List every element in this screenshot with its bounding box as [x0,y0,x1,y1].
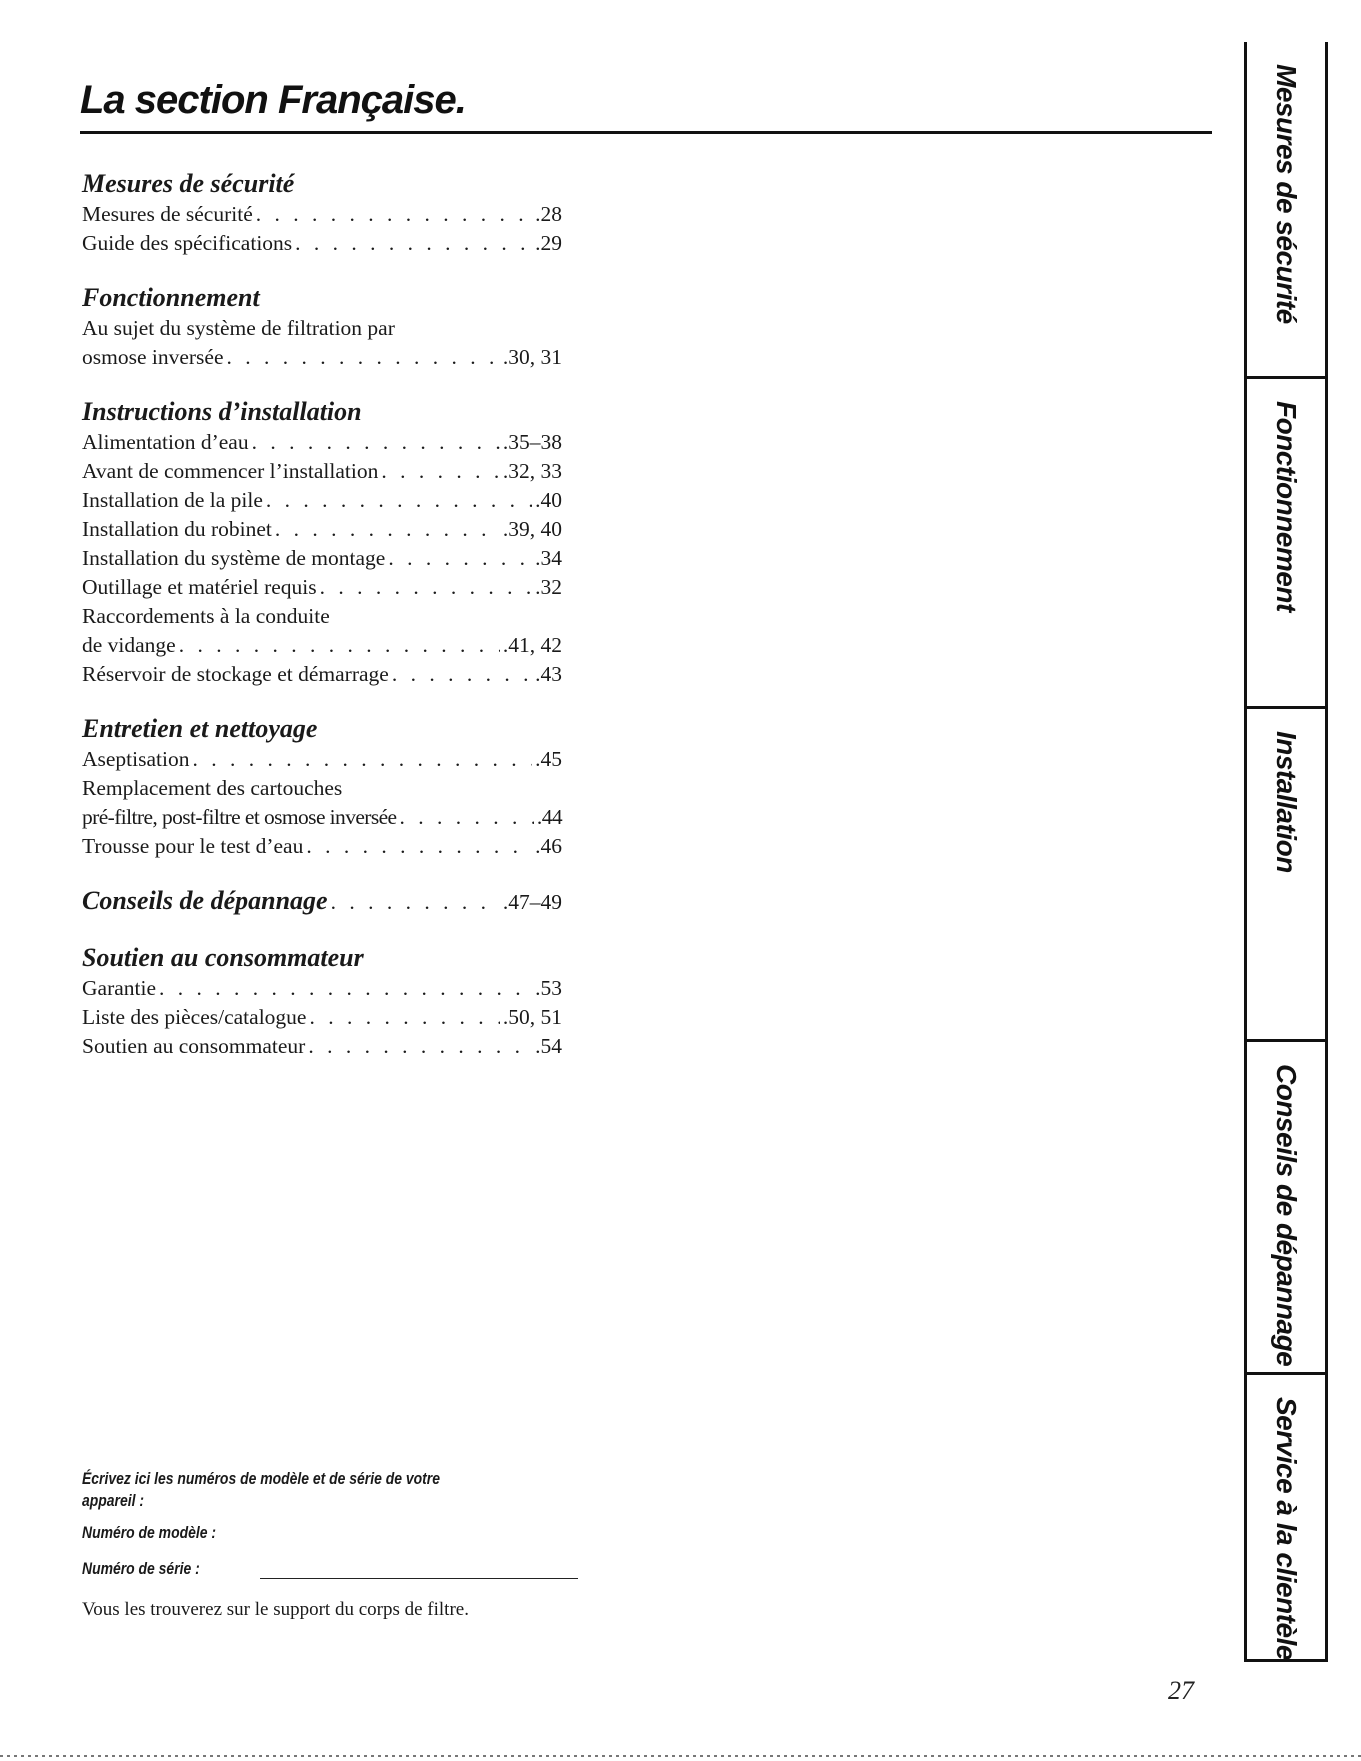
toc-section-troubleshooting [82,885,562,918]
dot-leader [309,1003,499,1032]
toc-entry[interactable] [82,573,562,602]
page-title: La section Française. [80,78,466,122]
toc-entry-text: Installation du robinet [82,517,272,541]
dot-leader [400,803,534,832]
toc-entry[interactable] [82,631,562,660]
toc-entry-text: Aseptisation [82,747,190,771]
table-of-contents [82,168,562,1085]
side-tab-operation[interactable] [1247,379,1325,709]
toc-entry-text: Réservoir de stockage et démarrage [82,662,389,686]
dot-leader [392,660,532,689]
toc-entry-prefix: Au sujet du système de filtration par [82,316,395,340]
toc-entry-page: .30, 31 [502,345,562,369]
side-tab-label: Conseils de dépannage [1271,1064,1302,1367]
toc-entry-page: .29 [535,231,562,255]
dot-leader [159,974,532,1003]
side-tab-label: Mesures de sécurité [1271,64,1302,324]
toc-entry-text: Mesures de sécurité [82,202,253,226]
section-heading: Conseils de dépannage [82,886,328,915]
toc-entry-prefix: Remplacement des cartouches [82,776,343,800]
toc-entry-text: Installation du système de montage [82,546,386,570]
dot-leader [266,486,532,515]
page-number: 27 [1168,1676,1194,1705]
toc-section-safety [82,168,562,258]
toc-entry-page: .53 [535,976,562,1000]
dot-leader [388,544,532,573]
model-instruction: Écrivez ici les numéros de modèle et de série de votre [82,1469,440,1488]
toc-entry-text: Alimentation d’eau [82,430,249,454]
toc-entry-page: .28 [535,202,562,226]
toc-entry-text: Installation de la pile [82,488,263,512]
dot-leader [295,229,532,258]
toc-entry-page: .50, 51 [502,1005,562,1029]
section-heading: Entretien et nettoyage [82,714,318,743]
toc-entry-text: Liste des pièces/catalogue [82,1005,307,1029]
toc-entry-page: .43 [535,662,562,686]
toc-entry-text: Trousse pour le test d’eau [82,834,304,858]
toc-section-installation [82,396,562,689]
dot-leader [179,631,500,660]
dot-leader [381,457,500,486]
toc-entry[interactable] [82,544,562,573]
toc-entry-text: osmose inversée [82,345,224,369]
model-number-label: Numéro de modèle : [82,1523,217,1542]
toc-entry[interactable] [82,343,562,372]
side-tab-strip [1244,42,1328,1662]
side-tab-installation[interactable] [1247,709,1325,1042]
side-tab-label: Installation [1271,731,1302,873]
toc-entry-text: de vidange [82,633,176,657]
toc-entry[interactable] [82,486,562,515]
toc-entry-text: Outillage et matériel requis [82,575,317,599]
section-heading: Soutien au consommateur [82,943,364,972]
toc-entry-page: .44 [536,805,562,829]
toc-entry-text: Avant de commencer l’installation [82,459,379,483]
serial-number-label: Numéro de série : [82,1559,200,1578]
toc-entry-page: .46 [535,834,562,858]
toc-entry-text: pré-filtre, post-filtre et osmose inversée [82,805,397,829]
model-serial-block [82,1468,582,1622]
toc-entry-page: .32 [535,575,562,599]
toc-entry[interactable] [82,885,562,918]
toc-entry[interactable] [82,428,562,457]
toc-section-maintenance [82,713,562,861]
section-heading: Instructions d’installation [82,397,362,426]
toc-entry[interactable] [82,660,562,689]
toc-section-consumer-support [82,942,562,1061]
serial-number-row [82,1556,582,1584]
dot-leader [320,573,533,602]
toc-entry[interactable] [82,1003,562,1032]
dot-leader [275,515,500,544]
toc-entry[interactable] [82,515,562,544]
toc-entry[interactable] [82,200,562,229]
section-heading: Mesures de sécurité [82,169,295,198]
dot-leader [308,1032,532,1061]
toc-entry-text: Guide des spécifications [82,231,293,255]
model-instruction-line2: appareil : [82,1491,144,1510]
toc-entry-page: .32, 33 [502,459,562,483]
toc-entry-page: .45 [535,747,562,771]
toc-entry-text: Garantie [82,976,157,1000]
toc-section-operation [82,282,562,372]
toc-entry[interactable] [82,832,562,861]
side-tab-label: Fonctionnement [1271,401,1302,612]
serial-number-field[interactable] [260,1578,578,1579]
side-tab-troubleshooting[interactable] [1247,1042,1325,1375]
model-note: Vous les trouverez sur le support du corps de filtre. [82,1599,469,1620]
side-tab-label: Service à la clientèle [1271,1397,1302,1660]
toc-entry-prefix: Raccordements à la conduite [82,604,330,628]
toc-entry-page: .47–49 [502,890,562,914]
toc-entry[interactable] [82,1032,562,1061]
section-heading: Fonctionnement [82,283,260,312]
toc-entry-page: .54 [535,1034,562,1058]
toc-entry[interactable] [82,803,562,832]
toc-entry-page: .34 [535,546,562,570]
dot-leader [227,343,500,372]
title-rule [80,131,1212,134]
toc-entry[interactable] [82,974,562,1003]
dot-leader [306,832,532,861]
dot-leader [193,745,533,774]
toc-entry-page: .35–38 [502,430,562,454]
toc-entry-text: Soutien au consommateur [82,1034,306,1058]
toc-entry-page: .41, 42 [502,633,562,657]
dot-leader [331,886,500,918]
toc-entry[interactable] [82,457,562,486]
scan-edge-dots [0,1755,1361,1757]
toc-entry-page: .39, 40 [502,517,562,541]
side-tab-safety[interactable] [1247,42,1325,379]
dot-leader [256,200,532,229]
dot-leader [252,428,500,457]
toc-entry[interactable] [82,229,562,258]
toc-entry[interactable] [82,745,562,774]
side-tab-customer-service[interactable] [1247,1375,1325,1659]
toc-entry-page: .40 [535,488,562,512]
model-number-row [82,1520,582,1548]
